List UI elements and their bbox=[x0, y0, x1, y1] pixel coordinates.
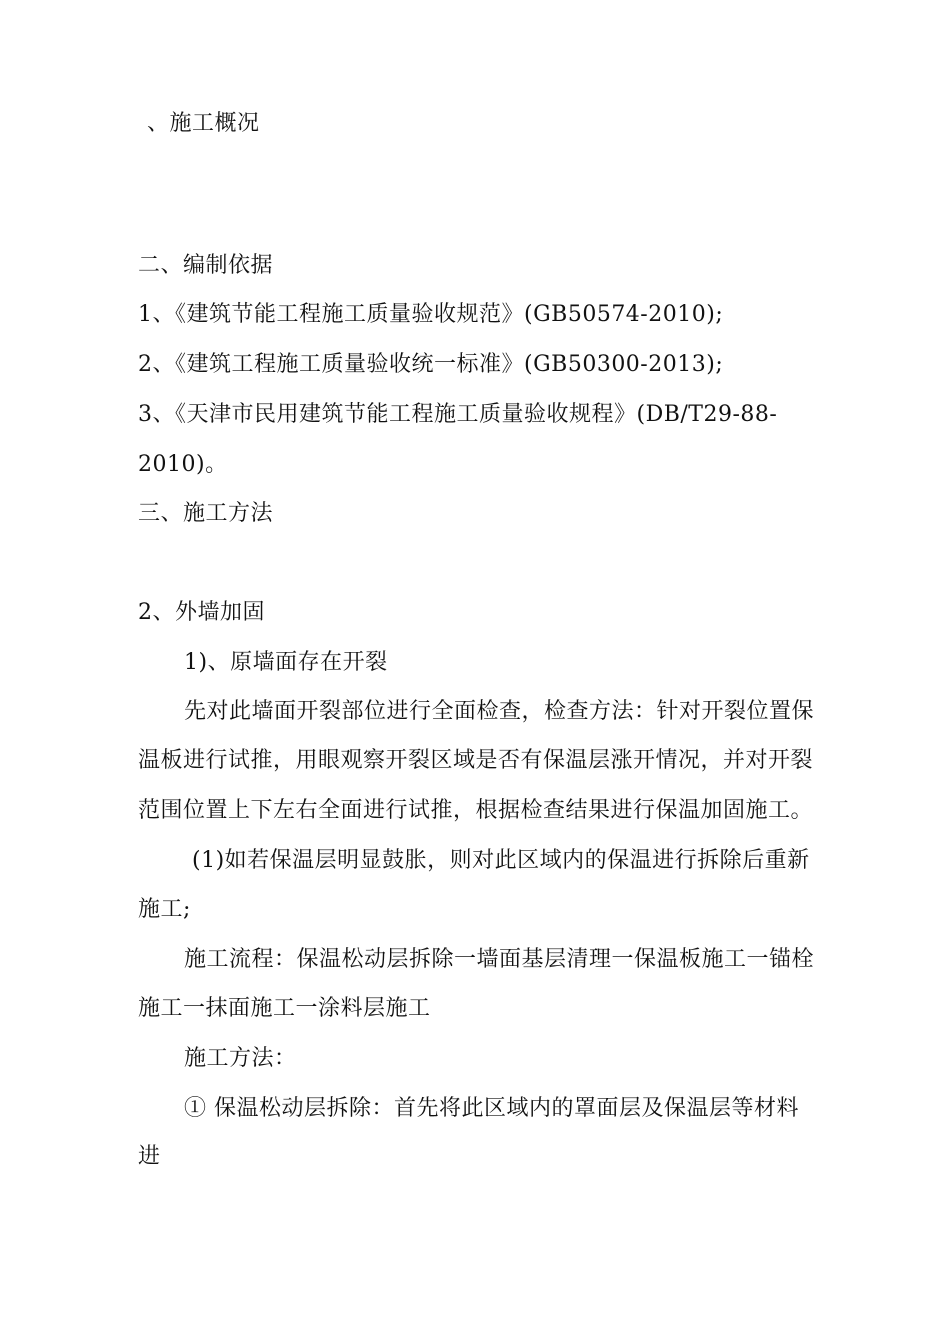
reference-item: 3、《天津市民用建筑节能工程施工质量验收规程》(DB/T29-88- bbox=[138, 402, 778, 427]
body-paragraph-line: 先对此墙面开裂部位进行全面检查，检查方法：针对开裂位置保 bbox=[184, 699, 815, 724]
body-paragraph-line: 施工一抹面施工一涂料层施工 bbox=[138, 996, 431, 1021]
section-heading: 、施工概况 bbox=[147, 111, 260, 136]
reference-item: 2、《建筑工程施工质量验收统一标准》(GB50300-2013); bbox=[138, 352, 724, 377]
section-heading: 三、施工方法 bbox=[138, 501, 274, 526]
section-heading: 二、编制依据 bbox=[138, 253, 274, 278]
body-paragraph-line: 施工流程：保温松动层拆除一墙面基层清理一保温板施工一锚栓 bbox=[184, 947, 815, 972]
body-paragraph-line: 温板进行试推，用眼观察开裂区域是否有保温层涨开情况，并对开裂 bbox=[138, 748, 814, 773]
body-paragraph-line: ① 保温松动层拆除：首先将此区域内的罩面层及保温层等材料 bbox=[184, 1096, 799, 1121]
body-paragraph-line: 进 bbox=[138, 1144, 161, 1169]
reference-item-continued: 2010)。 bbox=[138, 452, 228, 477]
body-paragraph-line: 施工; bbox=[138, 897, 191, 922]
body-paragraph-line: 范围位置上下左右全面进行试推，根据检查结果进行保温加固施工。 bbox=[138, 798, 814, 823]
subsection-heading: 2、外墙加固 bbox=[138, 600, 265, 625]
reference-item: 1、《建筑节能工程施工质量验收规范》(GB50574-2010); bbox=[138, 302, 724, 327]
body-paragraph-line: (1)如若保温层明显鼓胀，则对此区域内的保温进行拆除后重新 bbox=[192, 848, 810, 873]
subsection-heading: 1)、原墙面存在开裂 bbox=[184, 650, 388, 675]
body-paragraph-line: 施工方法： bbox=[184, 1046, 297, 1071]
